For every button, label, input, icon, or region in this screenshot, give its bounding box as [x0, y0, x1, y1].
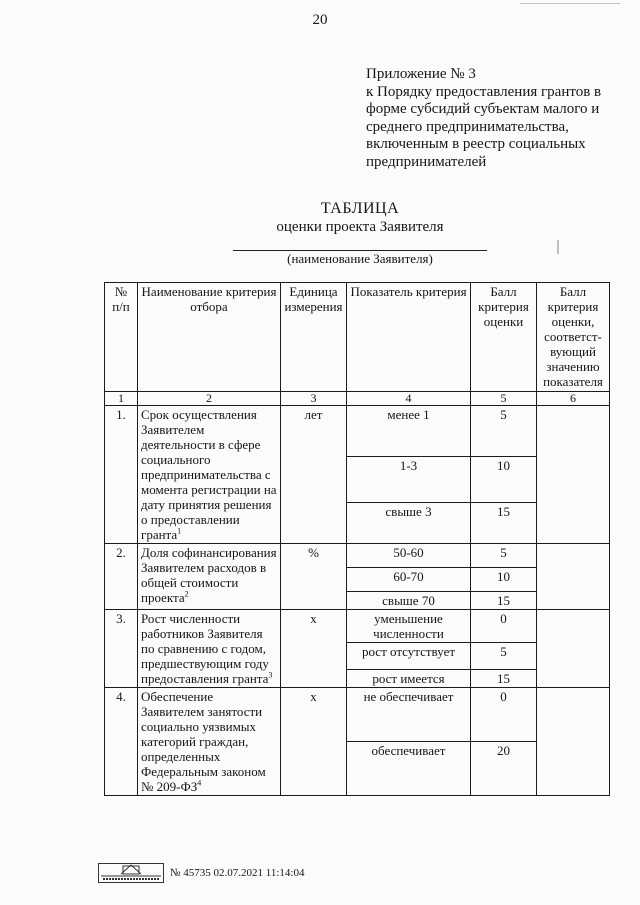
- header-cell-assigned-score: Балл критерия оценки, соответст-вующий значению показателя: [537, 283, 610, 392]
- score-cell: 20: [471, 742, 537, 796]
- header-cell-score: Балл критерия оценки: [471, 283, 537, 392]
- column-index: 5: [471, 392, 537, 406]
- criterion-number: 1.: [105, 406, 138, 544]
- header-cell-number: № п/п: [105, 283, 138, 392]
- score-cell: 10: [471, 457, 537, 503]
- column-index: 3: [281, 392, 347, 406]
- footnote-mark: 4: [197, 778, 202, 788]
- table-row: [105, 406, 610, 457]
- column-index: 2: [138, 392, 281, 406]
- criterion-unit: лет: [281, 406, 347, 544]
- score-cell: 10: [471, 568, 537, 592]
- indicator-cell: не обеспечивает: [347, 688, 471, 742]
- assigned-score-cell: [537, 610, 610, 688]
- indicator-cell: 1-3: [347, 457, 471, 503]
- score-cell: 15: [471, 503, 537, 544]
- score-cell: 5: [471, 406, 537, 457]
- appendix-line: предпринимателей: [366, 153, 487, 170]
- indicator-cell: 60-70: [347, 568, 471, 592]
- criterion-name: Доля софинансирования Заявителем расходов в общей стоимости проекта$^2$: [138, 544, 281, 610]
- column-index: 6: [537, 392, 610, 406]
- table-row: [105, 688, 610, 742]
- criterion-name: Рост численности работников Заявителя по сравнению с годом, предшествующим году предоставления гранта$^3$: [138, 610, 281, 688]
- criterion-number: 3.: [105, 610, 138, 688]
- table-subtitle: оценки проекта Заявителя: [276, 219, 444, 235]
- document-registration-mark: № 45735 02.07.2021 11:14:04: [170, 867, 305, 879]
- appendix-line: среднего предпринимательства,: [366, 118, 569, 135]
- scan-artifact: [520, 3, 620, 4]
- indicator-cell: менее 1: [347, 406, 471, 457]
- score-cell: 5: [471, 544, 537, 568]
- score-cell: 0: [471, 610, 537, 643]
- indicator-cell: рост имеется: [347, 669, 471, 687]
- indicator-cell: уменьшение численности: [347, 610, 471, 643]
- scan-artifact: [557, 240, 559, 254]
- registry-stamp-icon: [98, 863, 164, 883]
- criterion-name: Обеспечение Заявителем занятости социально уязвимых категорий граждан, определенных Федеральным законом № $209-ФЗ^4$: [138, 688, 281, 796]
- assigned-score-cell: [537, 544, 610, 610]
- table-row: [105, 610, 610, 643]
- footnote-mark: 1: [177, 526, 182, 536]
- applicant-name-caption: (наименование Заявителя): [287, 251, 433, 266]
- table-title: ТАБЛИЦА: [320, 200, 400, 217]
- score-cell: 15: [471, 669, 537, 687]
- header-row: [105, 283, 610, 392]
- appendix-line: к Порядку предоставления грантов в: [366, 83, 602, 100]
- indicator-cell: свыше 70: [347, 592, 471, 610]
- column-index-row: [105, 392, 610, 406]
- indicator-cell: обеспечивает: [347, 742, 471, 796]
- criterion-name: Срок осуществления Заявителем деятельности в сфере социального предпринимательства с момента регистрации на дату принятия решения о предоставлении гранта$^1$: [138, 406, 281, 544]
- score-cell: 15: [471, 592, 537, 610]
- header-cell-criterion: Наименование критерия отбора: [138, 283, 281, 392]
- appendix-note: [366, 66, 626, 171]
- indicator-cell: 50-60: [347, 544, 471, 568]
- column-index: 4: [347, 392, 471, 406]
- page-number: 20: [312, 12, 328, 28]
- appendix-line: форме субсидий субъектам малого и: [366, 101, 600, 117]
- criterion-unit: х: [281, 610, 347, 688]
- document-footer: [98, 863, 304, 883]
- score-cell: 5: [471, 643, 537, 669]
- assigned-score-cell: [537, 688, 610, 796]
- indicator-cell: свыше 3: [347, 503, 471, 544]
- criterion-unit: %: [281, 544, 347, 610]
- evaluation-table: [104, 282, 610, 796]
- indicator-cell: рост отсутствует: [347, 643, 471, 669]
- criterion-number: 4.: [105, 688, 138, 796]
- criterion-number: 2.: [105, 544, 138, 610]
- appendix-line: включенным в реестр социальных: [366, 136, 586, 152]
- score-cell: 0: [471, 688, 537, 742]
- table-row: [105, 544, 610, 568]
- footnote-mark: 2: [184, 589, 189, 599]
- header-cell-unit: Единица измерения: [281, 283, 347, 392]
- appendix-line: Приложение № 3: [366, 66, 476, 82]
- assigned-score-cell: [537, 406, 610, 544]
- criterion-unit: х: [281, 688, 347, 796]
- footnote-mark: 3: [268, 670, 273, 680]
- column-index: 1: [105, 392, 138, 406]
- header-cell-indicator: Показатель критерия: [347, 283, 471, 392]
